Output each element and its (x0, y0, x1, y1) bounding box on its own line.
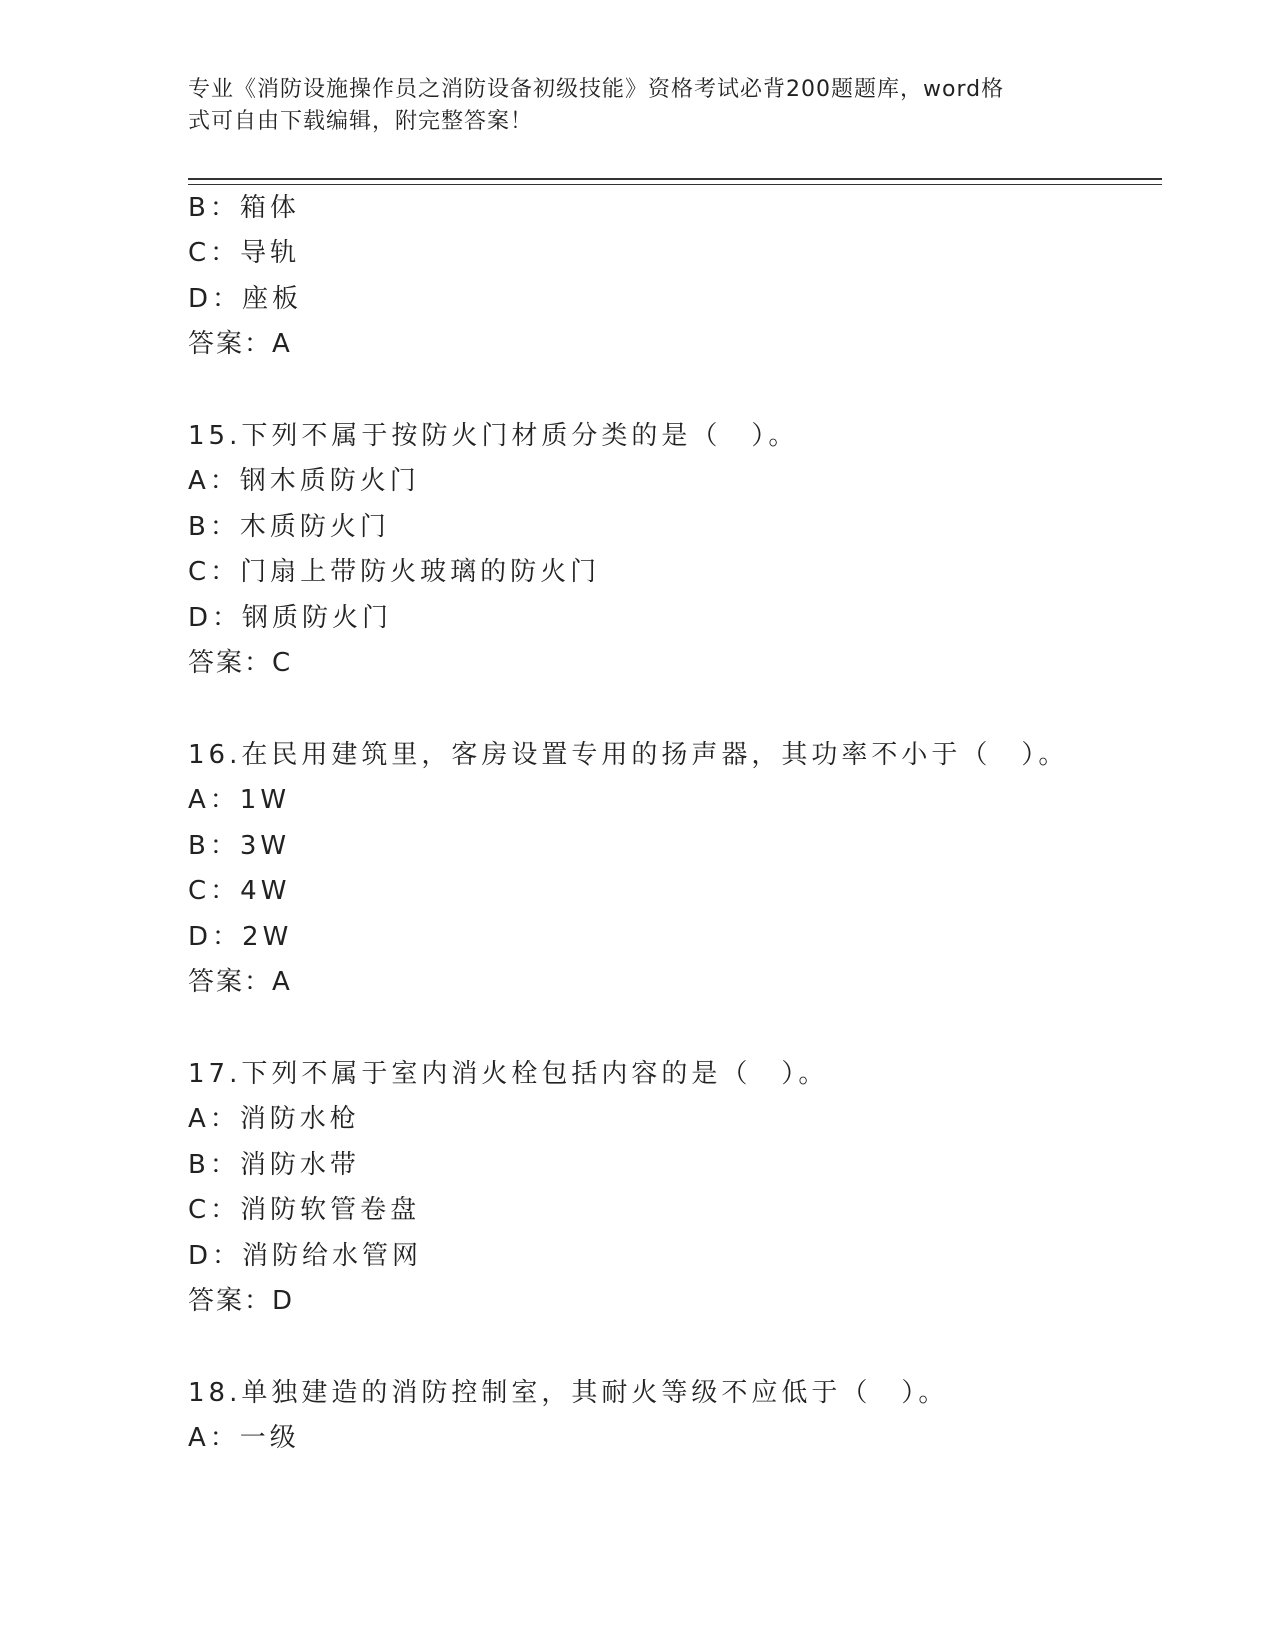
answer-label: 答案： (188, 967, 273, 997)
q16-option-c: C：4W (188, 876, 291, 906)
q15-option-c: C：门扇上带防火玻璃的防火门 (188, 557, 601, 587)
answer-value: A (272, 329, 292, 359)
q17-option-c: C：消防软管卷盘 (188, 1195, 421, 1225)
q15-option-d: D：钢质防火门 (188, 603, 393, 633)
header-line-2: 式可自由下载编辑，附完整答案！ (188, 109, 534, 134)
q18-stem: 18.单独建造的消防控制室，其耐火等级不应低于（ ）。 (188, 1378, 949, 1408)
q15-option-a: A：钢木质防火门 (188, 466, 420, 496)
q16-option-b: B：3W (188, 831, 291, 861)
prev-answer (188, 326, 292, 362)
answer-label: 答案： (188, 1286, 273, 1316)
prev-option-b: B：箱体 (188, 193, 300, 223)
answer-label: 答案： (188, 648, 273, 678)
q15-answer (188, 645, 292, 681)
prev-option-d: D：座板 (188, 284, 303, 314)
q17-option-b: B：消防水带 (188, 1150, 360, 1180)
answer-label: 答案： (188, 329, 273, 359)
q18-option-a: A：一级 (188, 1423, 300, 1453)
q16-option-d: D：2W (188, 922, 293, 952)
prev-option-c: C：导轨 (188, 238, 301, 268)
answer-value: A (272, 967, 292, 997)
q15-stem: 15.下列不属于按防火门材质分类的是（ ）。 (188, 421, 799, 451)
header-divider-thin (188, 184, 1162, 185)
q17-option-a: A：消防水枪 (188, 1104, 360, 1134)
q16-answer (188, 964, 292, 1000)
q17-option-d: D：消防给水管网 (188, 1241, 423, 1271)
header-divider-thick (188, 178, 1162, 180)
q16-stem: 16.在民用建筑里，客房设置专用的扬声器，其功率不小于（ ）。 (188, 740, 1069, 770)
q17-stem: 17.下列不属于室内消火栓包括内容的是（ ）。 (188, 1059, 829, 1089)
answer-value: C (272, 648, 293, 678)
document-header (188, 74, 1068, 138)
q17-answer (188, 1283, 294, 1319)
answer-value: D (272, 1286, 295, 1316)
q15-option-b: B：木质防火门 (188, 512, 390, 542)
q16-option-a: A：1W (188, 785, 291, 815)
header-line-1: 专业《消防设施操作员之消防设备初级技能》资格考试必背200题题库，word格 (188, 77, 1005, 102)
